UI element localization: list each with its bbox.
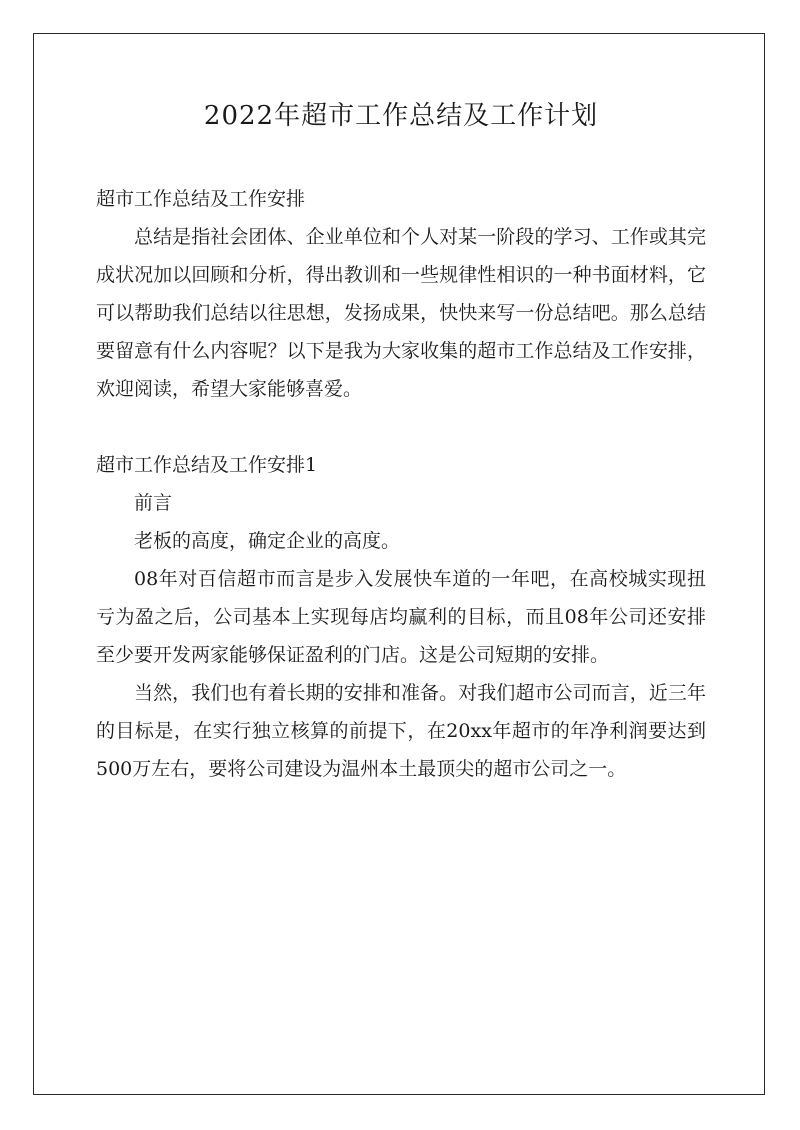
body-paragraph: 当然，我们也有着长期的安排和准备。对我们超市公司而言，近三年的目标是，在实行独立核算的前提下，在20xx年超市的年净利润要达到500万左右，要将公司建设为温州本土最顶尖的超市公司之一。 [96,682,706,780]
section-heading-1: 超市工作总结及工作安排1 [96,454,318,476]
preface-label: 前言 [134,492,173,514]
section-heading: 超市工作总结及工作安排 [96,188,306,210]
body-paragraph: 08年对百信超市而言是步入发展快车道的一年吧，在高校城实现扭亏为盈之后，公司基本上实现每店均赢利的目标，而且08年公司还安排至少要开发两家能够保证盈利的门店。这是公司短期的安排。 [96,568,706,666]
document-body [96,96,706,788]
body-paragraph: 老板的高度，确定企业的高度。 [134,530,401,552]
document-title: 2022年超市工作总结及工作计划 [203,101,599,131]
intro-paragraph: 总结是指社会团体、企业单位和个人对某一阶段的学习、工作或其完成状况加以回顾和分析，得出教训和一些规律性相识的一种书面材料，它可以帮助我们总结以往思想，发扬成果，快快来写一份总结吧。那么总结要留意有什么内容呢？以下是我为大家收集的超市工作总结及工作安排，欢迎阅读，希望大家能够喜爱。 [96,226,706,400]
